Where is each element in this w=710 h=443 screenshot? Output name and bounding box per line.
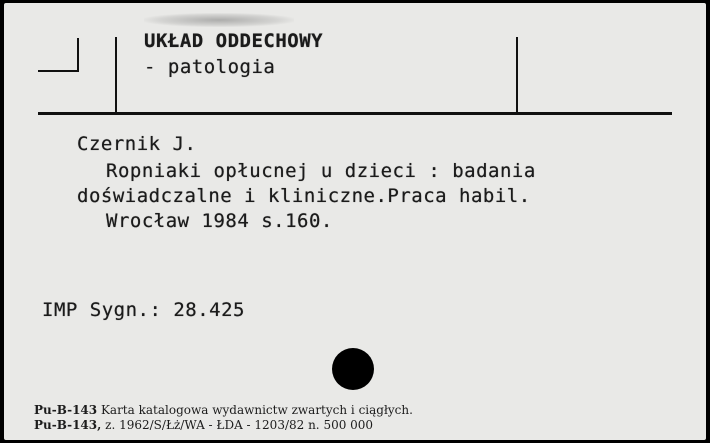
call-number	[42, 299, 245, 321]
title-line-1: Ropniaki opłucnej u dzieci : badania	[106, 160, 536, 182]
imprint-line: Wrocław 1984 s.160.	[106, 210, 333, 232]
call-number-label: IMP Sygn.:	[42, 299, 162, 321]
footer-line-1	[34, 403, 413, 417]
footer-form-title: Karta katalogowa wydawnictw zwartych i ciągłych.	[100, 403, 413, 417]
footer-form-code-2: Pu-B-143,	[34, 418, 102, 432]
subject-subheading: - patologia	[144, 56, 276, 78]
header-rule	[38, 112, 672, 115]
author-name: Czernik J.	[77, 133, 197, 155]
catalog-card	[4, 3, 706, 440]
footer-line-2	[34, 418, 373, 432]
header-divider-left	[115, 37, 117, 113]
call-number-value: 28.425	[173, 299, 245, 321]
ink-smudge	[144, 13, 294, 27]
footer-print-info: z. 1962/S/Łż/WA - ŁDA - 1203/82 n. 500 000	[105, 418, 374, 432]
footer-form-code: Pu-B-143	[34, 403, 98, 417]
header-divider-right	[516, 37, 518, 113]
corner-mark-vertical	[77, 38, 79, 72]
subject-heading: UKŁAD ODDECHOWY	[144, 30, 324, 52]
title-line-2: doświadczalne i kliniczne.Praca habil.	[77, 185, 531, 207]
corner-mark-horizontal	[38, 70, 78, 72]
punch-hole	[332, 348, 374, 390]
